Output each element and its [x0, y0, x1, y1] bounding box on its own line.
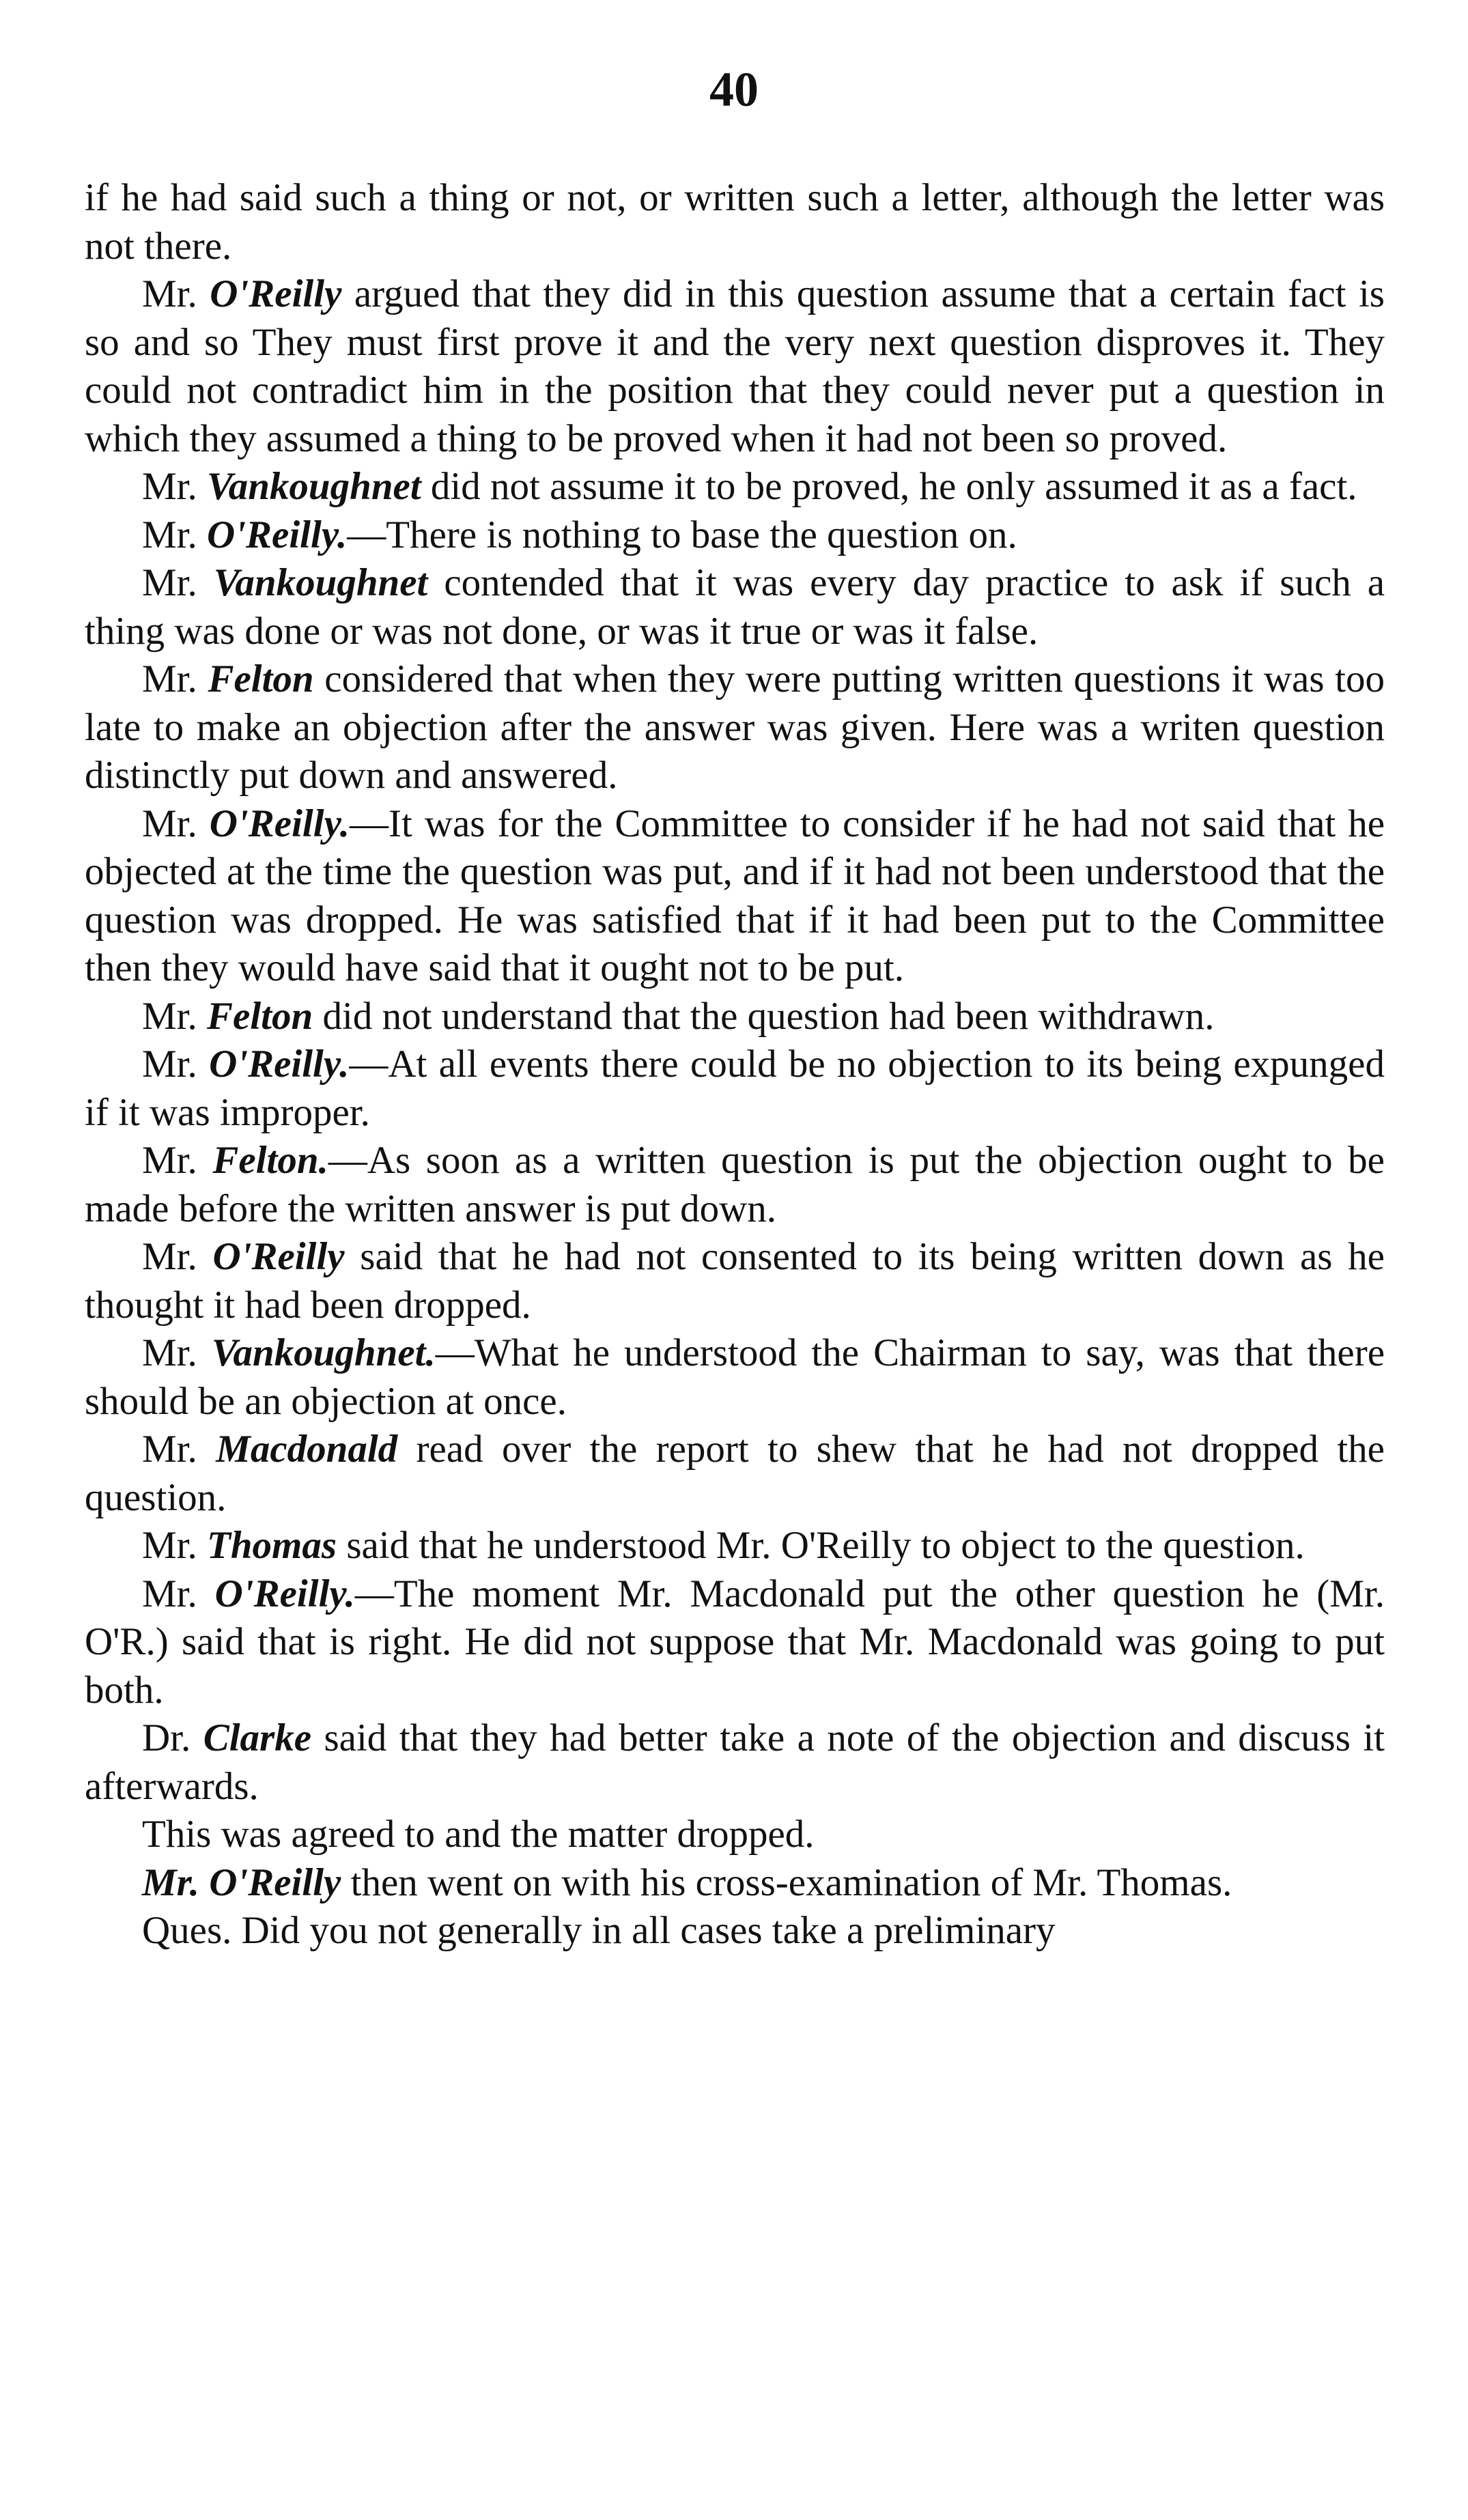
paragraph: [85, 1233, 1385, 1329]
speaker-name: Clarke: [203, 1716, 312, 1759]
speaker-name: O'Reilly.: [209, 802, 350, 845]
paragraph-lead: Mr.: [142, 465, 208, 508]
speaker-name: Mr. O'Reilly: [142, 1860, 341, 1904]
paragraph-text: —As soon as a written question is put the objection ought to be made before the written answer is put down.: [85, 1139, 1385, 1230]
paragraph: [85, 800, 1385, 993]
paragraph-text: —It was for the Committee to consider if he had not said that he objected at the time the question was put, and if it had not been understood that the question was dropped. He was satisfied that if it had been put to the Committee then they would have said that it ought not to be put.: [85, 802, 1385, 989]
paragraph: [85, 463, 1385, 511]
paragraph-lead: Mr.: [142, 994, 208, 1038]
paragraph-lead: Mr.: [142, 1043, 210, 1086]
paragraph: [85, 1570, 1385, 1715]
paragraph-lead: Dr.: [142, 1716, 203, 1759]
paragraph: [85, 1329, 1385, 1426]
paragraph-text: This was agreed to and the matter dropped.: [142, 1813, 815, 1856]
speaker-name: Felton: [207, 994, 313, 1038]
speaker-name: Felton: [208, 657, 314, 700]
speaker-name: O'Reilly: [212, 1235, 345, 1278]
paragraph-lead: Mr.: [142, 1235, 213, 1278]
page-number: 40: [709, 62, 759, 117]
paragraph-text: read over the report to shew that he had not dropped the question.: [85, 1428, 1385, 1519]
paragraph-text: said that he understood Mr. O'Reilly to object to the question.: [337, 1524, 1305, 1567]
paragraph-text: said that he had not consented to its being written down as he thought it had been dropped.: [85, 1235, 1385, 1327]
paragraph: [85, 270, 1385, 463]
paragraph: [85, 655, 1385, 800]
speaker-name: Vankoughnet: [213, 561, 428, 604]
paragraph: [85, 511, 1385, 560]
paragraph-lead: Mr.: [142, 1139, 213, 1182]
speaker-name: Felton.: [212, 1139, 328, 1182]
paragraph-lead: Mr.: [142, 272, 210, 315]
paragraph: [85, 993, 1385, 1041]
speaker-name: O'Reilly.: [214, 1572, 355, 1615]
paragraph-text: —At all events there could be no objection to its being expunged if it was improper.: [85, 1043, 1385, 1134]
paragraph-text: Ques. Did you not generally in all cases take a preliminary: [142, 1909, 1056, 1952]
paragraph-lead: Mr.: [142, 561, 214, 604]
paragraph: [85, 1907, 1385, 1955]
paragraph: [85, 1811, 1385, 1859]
paragraph-lead: Mr.: [142, 802, 210, 845]
paragraph-lead: Mr.: [142, 1428, 216, 1471]
paragraph-text: did not understand that the question had been withdrawn.: [313, 994, 1215, 1038]
paragraph-text: did not assume it to be proved, he only assumed it as a fact.: [421, 465, 1357, 508]
speaker-name: O'Reilly: [210, 272, 342, 315]
speaker-name: Vankoughnet.: [211, 1331, 436, 1374]
paragraph: [85, 1714, 1385, 1811]
paragraph-text: if he had said such a thing or not, or written such a letter, although the letter was not there.: [85, 176, 1385, 268]
paragraph-text: —What he understood the Chairman to say, was that there should be an objection at once.: [85, 1331, 1385, 1423]
paragraph: [85, 1426, 1385, 1522]
paragraph-lead: Mr.: [142, 1331, 212, 1374]
paragraph-text: —There is nothing to base the question on.: [347, 513, 1017, 556]
paragraph: [85, 559, 1385, 655]
paragraph: [85, 1859, 1385, 1908]
speaker-name: Macdonald: [216, 1428, 398, 1471]
paragraph-text: considered that when they were putting written questions it was too late to make an objection after the answer was given. Here was a writen question distinctly put down and answered.: [85, 657, 1385, 797]
paragraph-text: —The moment Mr. Macdonald put the other question he (Mr. O'R.) said that is right. He did not suppose that Mr. Macdonald was going to put both.: [85, 1572, 1385, 1712]
speaker-name: Vankoughnet: [207, 465, 421, 508]
paragraph-lead: Mr.: [142, 1524, 208, 1567]
paragraph: [85, 1137, 1385, 1233]
paragraph-lead: Mr.: [142, 657, 208, 700]
paragraph-text: then went on with his cross-examination of Mr. Thomas.: [341, 1860, 1232, 1904]
speaker-name: O'Reilly.: [209, 1043, 350, 1086]
paragraph: [85, 1040, 1385, 1137]
speaker-name: O'Reilly.: [207, 513, 348, 556]
paragraph-text: contended that it was every day practice to ask if such a thing was done or was not done, or was it true or was it false.: [85, 561, 1385, 653]
paragraph-lead: Mr.: [142, 1572, 215, 1615]
body-text: [85, 174, 1385, 1955]
paragraph-lead: Mr.: [142, 513, 208, 556]
paragraph-text: said that they had better take a note of the objection and discuss it afterwards.: [85, 1716, 1385, 1808]
paragraph-text: argued that they did in this question assume that a certain fact is so and so They must first prove it and the very next question disproves it. They could not contradict him in the position that they could never put a question in which they assumed a thing to be proved when it had not been so proved.: [85, 272, 1385, 460]
paragraph: [85, 1522, 1385, 1570]
paragraph: [85, 174, 1385, 270]
speaker-name: Thomas: [207, 1524, 337, 1567]
